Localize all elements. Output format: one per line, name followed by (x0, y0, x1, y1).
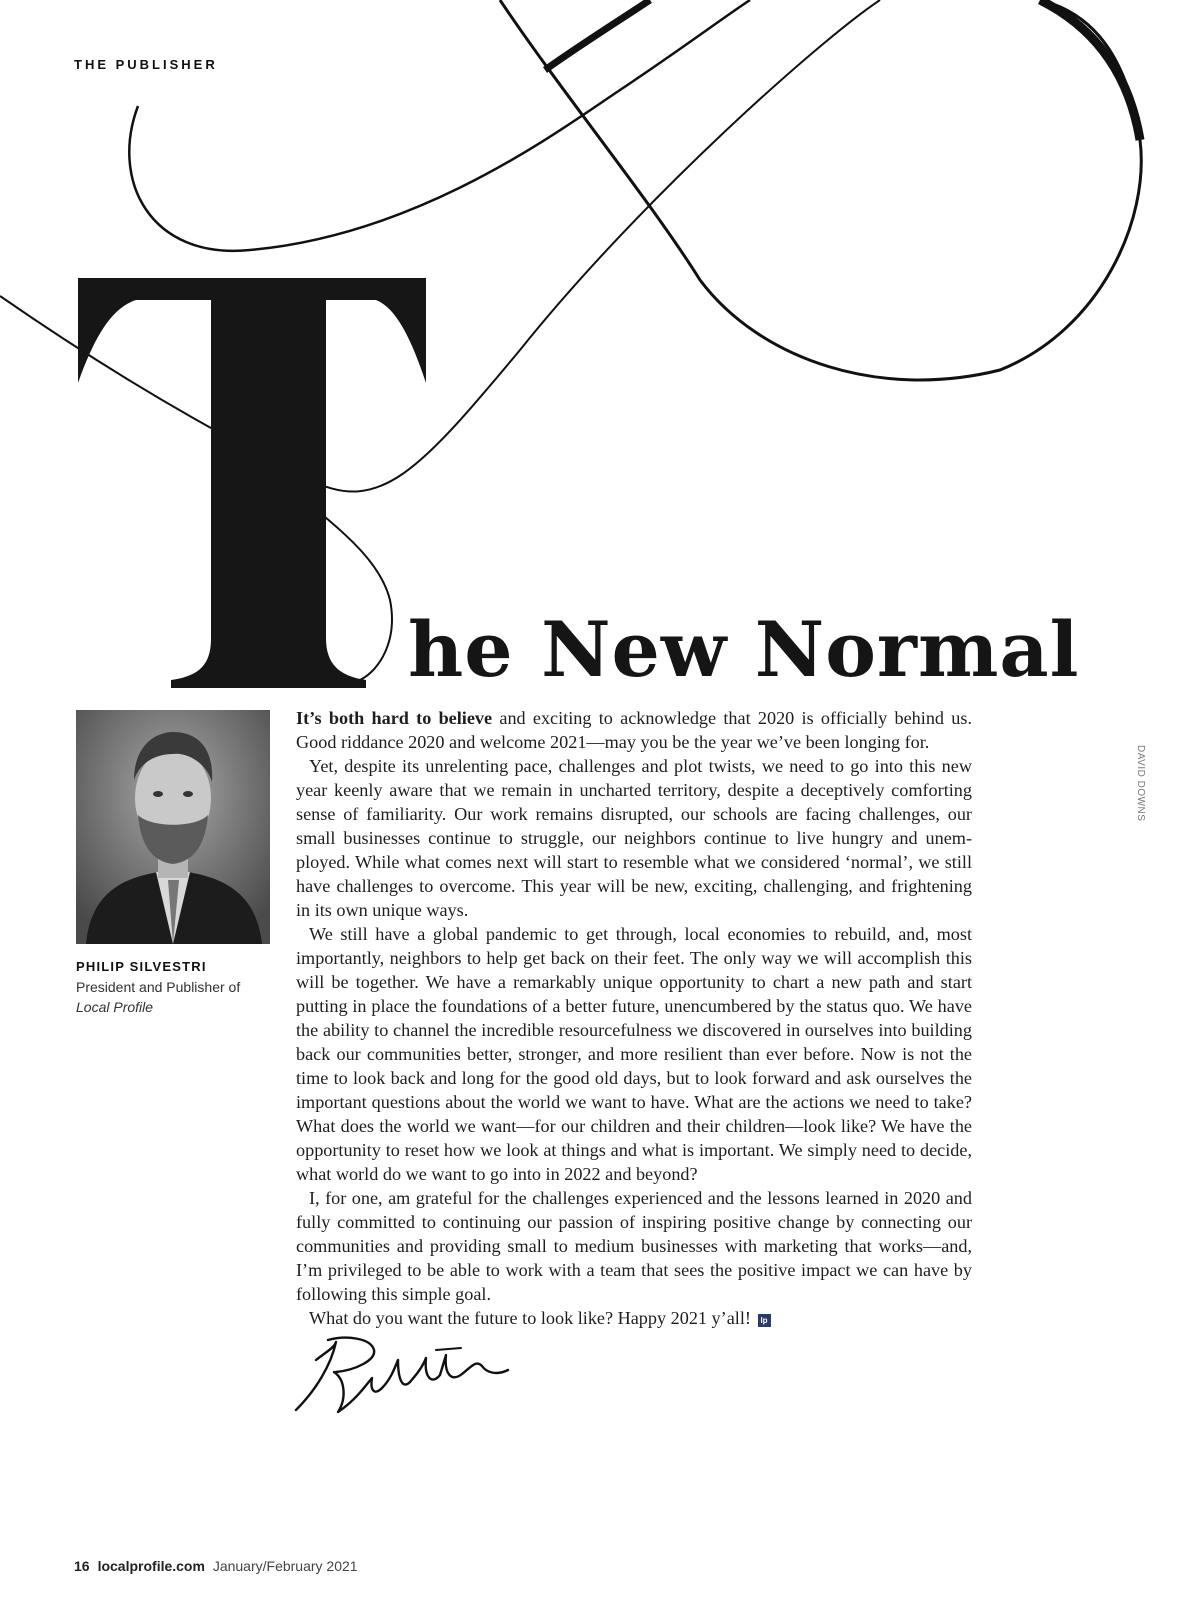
site-name: localprofile.com (97, 1558, 205, 1574)
signature (286, 1330, 526, 1420)
drop-cap-t (76, 278, 436, 688)
article-paragraph: Yet, despite its unrelenting pace, challenges and plot twists, we need to go into this new year keenly aware that we remain in uncharted territory, despite a deceptively comforting sense of familiarity. Our work remains disrupted, our schools are facing challenges, our small businesses continue to struggle, our neighbors continue to live hungry and unemployed. While what comes next will start to resemble what we considered ‘normal’, we still have challenges to overcome. This year will be new, exciting, challenging, and frightening in its own unique ways. (296, 756, 972, 920)
article-body (296, 706, 972, 1330)
page-footer (74, 1558, 358, 1574)
section-label: THE PUBLISHER (74, 57, 218, 72)
author-role: President and Publisher of (76, 979, 241, 995)
author-caption (76, 957, 276, 1017)
author-photo (76, 710, 270, 944)
article-paragraph (296, 706, 972, 754)
paragraph-text: What do you want the future to look like? Happy 2021 y’all! (309, 1308, 751, 1328)
end-mark-icon: lp (758, 1314, 771, 1327)
photo-credit: DAVID DOWNS (1135, 745, 1146, 822)
article-paragraph: We still have a global pandemic to get through, local economies to rebuild, and, most importantly, neighbors to help get back on their feet. The only way we will accomplish this will be together. We have a remarkably unique opportunity to chart a new path and start putting in place the foundations of a better future, unencumbered by the status quo. We have the ability to channel the incredible resourcefulness we discovered in ourselves into building back our communities better, stronger, and more resilient than ever before. Now is not the time to look back and long for the good old days, but to look forward and ask ourselves the important questions about the world we want to have. What are the actions we need to take? What does the world we want—for our children and their children—look like? We have the opportunity to reset how we look at things and what is important. We simply need to decide, what world do we want to go into in 2022 and beyond? (296, 924, 972, 1184)
article-paragraph: I, for one, am grateful for the challenges experienced and the lessons learned in 2020 and fully committed to continuing our passion of inspiring positive change by connecting our communities and providing small to medium businesses with marketing that works—and, I’m privileged to be able to work with a team that sees the positive impact we can have by following this simple goal. (296, 1188, 972, 1304)
page-number: 16 (74, 1558, 90, 1574)
author-name: PHILIP SILVESTRI (76, 959, 207, 974)
article-paragraph (296, 1306, 972, 1330)
lead-bold: It’s both hard to believe (296, 708, 493, 728)
issue-date: January/February 2021 (212, 1558, 358, 1574)
author-publication: Local Profile (76, 999, 154, 1015)
headline: he New Normal (408, 605, 1080, 694)
portrait-image (76, 710, 270, 944)
paragraph-text: and exciting to acknowledge that 2020 is officially behind us. Good riddance 2020 and welcome 2021—may you be the year we’ve been longing for. (296, 708, 972, 752)
